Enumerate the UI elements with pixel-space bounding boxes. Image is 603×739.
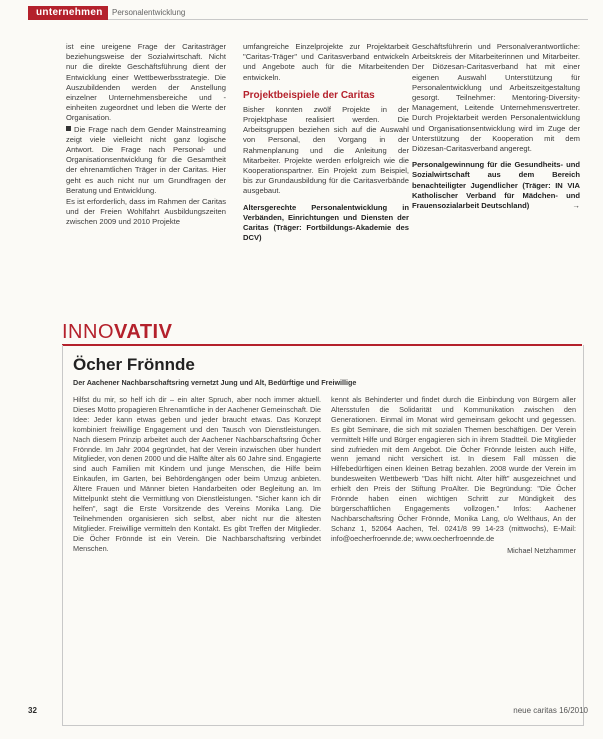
paragraph: Geschäftsführerin und Personalverantwortliche: Arbeitskreis der Mitarbeiterinnen und Mitarbeiter. Der Diözesan-Caritasverband hat mit einer eigenen Auswahl Unterstützung für Personalentwicklung und Arbeitszeitgestaltung gesorgt. Teilnehmer: Mentoring-Diversity-Management, Leitende Unternehmensvertreter. Durch Projektarbeit werden Personalentwicklung und Organisationsentwicklung wird im Zuge der Unterstützung der Kooperation mit dem Diözesan-Caritasverband angeregt. xyxy=(412,42,580,154)
column-1 xyxy=(66,42,226,229)
section-heading: Projektbeispiele der Caritas xyxy=(243,89,375,101)
page-footer xyxy=(28,706,588,720)
column-2 xyxy=(243,42,409,244)
innovativ-part2: VATIV xyxy=(114,321,173,343)
author: Michael Netzhammer xyxy=(507,545,576,555)
article-box xyxy=(62,345,584,726)
project-title: Altersgerechte Personalentwicklung in Verbänden, Einrichtungen und Diensten der Caritas (Träger: Fortbildungs-Akademie des DCV) xyxy=(243,202,409,243)
bullet-square-icon xyxy=(66,126,71,131)
section-label: unternehmen xyxy=(28,6,108,20)
column-3 xyxy=(412,42,580,212)
innovativ-title xyxy=(62,320,582,344)
paragraph: Es ist erforderlich, dass im Rahmen der Caritas und der Freien Wohlfahrt Ausbildungszeiten zwischen 2009 und 2010 Projekte xyxy=(66,197,226,227)
paragraph xyxy=(66,125,226,196)
article-text-right: kennt als Behinderter und findet durch die Einbindung von Bürgern aller Altersstufen die Solidarität und Kommunikation zwischen den Generationen. Einmal im Monat wird gemeinsam gekocht und gegessen. Es gibt Seminare, die sich mit sozialen Themen beschäftigen. Der Verein vermittelt Hilfe und Bürger engagieren sich in ihrem Stadtteil. Die Mitglieder sind zufrieden mit dem Angebot. Die Öcher Frönnde leisten auch Hilfe, wenn jemand nicht versichert ist. In diesem Fall müssen die Hilfebedürftigen einen kleinen Betrag bezahlen. 2008 wurde der Verein im bundesweiten Wettbewerb "Das hilft nicht. Alter hilft" ausgezeichnet und erhielt den Preis der Stiftung ProAlter. Die Begründung: "Die Öcher Frönnde haben einen wichtigen Schritt zur Mündigkeit des bürgerschaftlichen Engagements vollzogen." Infos: Aachener Nachbarschaftsring Öcher Frönnde, Monika Lang, c/o Welthaus, An der Schanz 1, 52064 Aachen, Tel. 0241/8 99 14-23 (mittwochs), E-Mail: info@oecherfroennde.de; www.oecherfroennde.de xyxy=(331,395,576,543)
magazine-issue: neue caritas 16/2010 xyxy=(513,706,588,715)
paragraph: Bisher konnten zwölf Projekte in der Projektphase realisiert werden. Die Arbeitsgruppen beziehen sich auf die Auswahl von Personal, den Vorgang in der Rahmenplanung und die Anleitung der Mitarbeiter. Projekte werden erfolgreich wie die Kooperationspartner. Ein Projekt zum Beispiel, bis zur Grundausbildung für die Caritasverbände ausgebaut. xyxy=(243,104,409,196)
paragraph: ist eine ureigene Frage der Caritasträger beziehungsweise der Sozialwirtschaft. Nicht nur die direkte Geschäftsführung dient der Entwicklung einer Wettbewerbsstrategie. Die Auszubildenden werden der Anstellung einzelner Unternehmensbereiche und -einheiten zugeordnet und leben die Werte der Organisation. xyxy=(66,42,226,123)
header-rule xyxy=(108,19,588,20)
innovativ-banner xyxy=(62,320,582,344)
project-title-text: Personalgewinnung für die Gesundheits- und Sozialwirtschaft aus dem Bereich benachteiligter Jugendlicher (Träger: IN VIA Katholischer Verband für Mädchen- und Frauensozialarbeit Deutschland) xyxy=(412,160,580,211)
article-text-left: Hilfst du mir, so helf ich dir – ein alter Spruch, aber noch immer aktuell. Dieses Motto propagieren Ehrenamtliche in der Aachener Gemeinschaft. Die Idee: Jeder kann etwas geben und jeder braucht etwas. Das Konzept kombiniert freiwillige Engagement und den Tausch von Dienstleistungen. Nach diesem Prinzip arbeitet auch der Aachener Nachbarschaftsring Öcher Frönnde. Im Jahr 2004 gegründet, hat der Verein inzwischen über hundert Mitglieder, von denen 2000 und die Hälfte älter als 60 Jahre sind. Engagierte sind auch Familien mit Kindern und junge Menschen, die Hilfe beim Einkaufen, im Garten, bei Behördengängen oder beim Umzug anbieten. Ältere Frauen und Männer bieten Handarbeiten oder Begleitung an. Im Mittelpunkt steht die Vermittlung von Dienstleistungen. "Sicher kann ich dir helfen", sagt die Erste Vorsitzende des Vereins Monika Lang. Die Teilnehmenden organisieren sich selbst, aber nicht nur die ältesten Mitglieder. Freiwillige vermitteln den Kontakt. Es gibt Treffen der Mitglieder. Die Öcher Frönnde ist ein Verein. Die Nachbarschaftsring verbindet Menschen. xyxy=(73,395,321,553)
page-number: 32 xyxy=(28,706,37,715)
paragraph: umfangreiche Einzelprojekte zur Projektarbeit "Caritas-Träger" und Caritasverband entwickeln und Angebote auch für die Mitarbeitenden entwickeln. xyxy=(243,42,409,82)
section-header xyxy=(28,6,588,20)
article-column-right xyxy=(331,395,576,556)
article-column-left xyxy=(73,395,321,554)
continue-arrow-icon: → xyxy=(572,201,580,211)
innovativ-part1: INNO xyxy=(62,321,114,343)
article-title: Öcher Frönnde xyxy=(73,355,195,374)
project-title xyxy=(412,160,580,211)
article-lead: Der Aachener Nachbarschaftsring vernetzt Jung und Alt, Bedürftige und Freiwillige xyxy=(73,378,357,387)
paragraph-text: Die Frage nach dem Gender Mainstreaming zeigt viele vielleicht nicht ganz logische Antwort. Die Frage nach Personal- und Organisationsentwicklung für die Gesamtheit der ehrenamtlichen Träger in der Caritas. Hier geht es auch nicht nur um Grundfragen der Beratung und Entwicklung. xyxy=(66,124,226,195)
category-label: Personalentwicklung xyxy=(112,8,186,17)
